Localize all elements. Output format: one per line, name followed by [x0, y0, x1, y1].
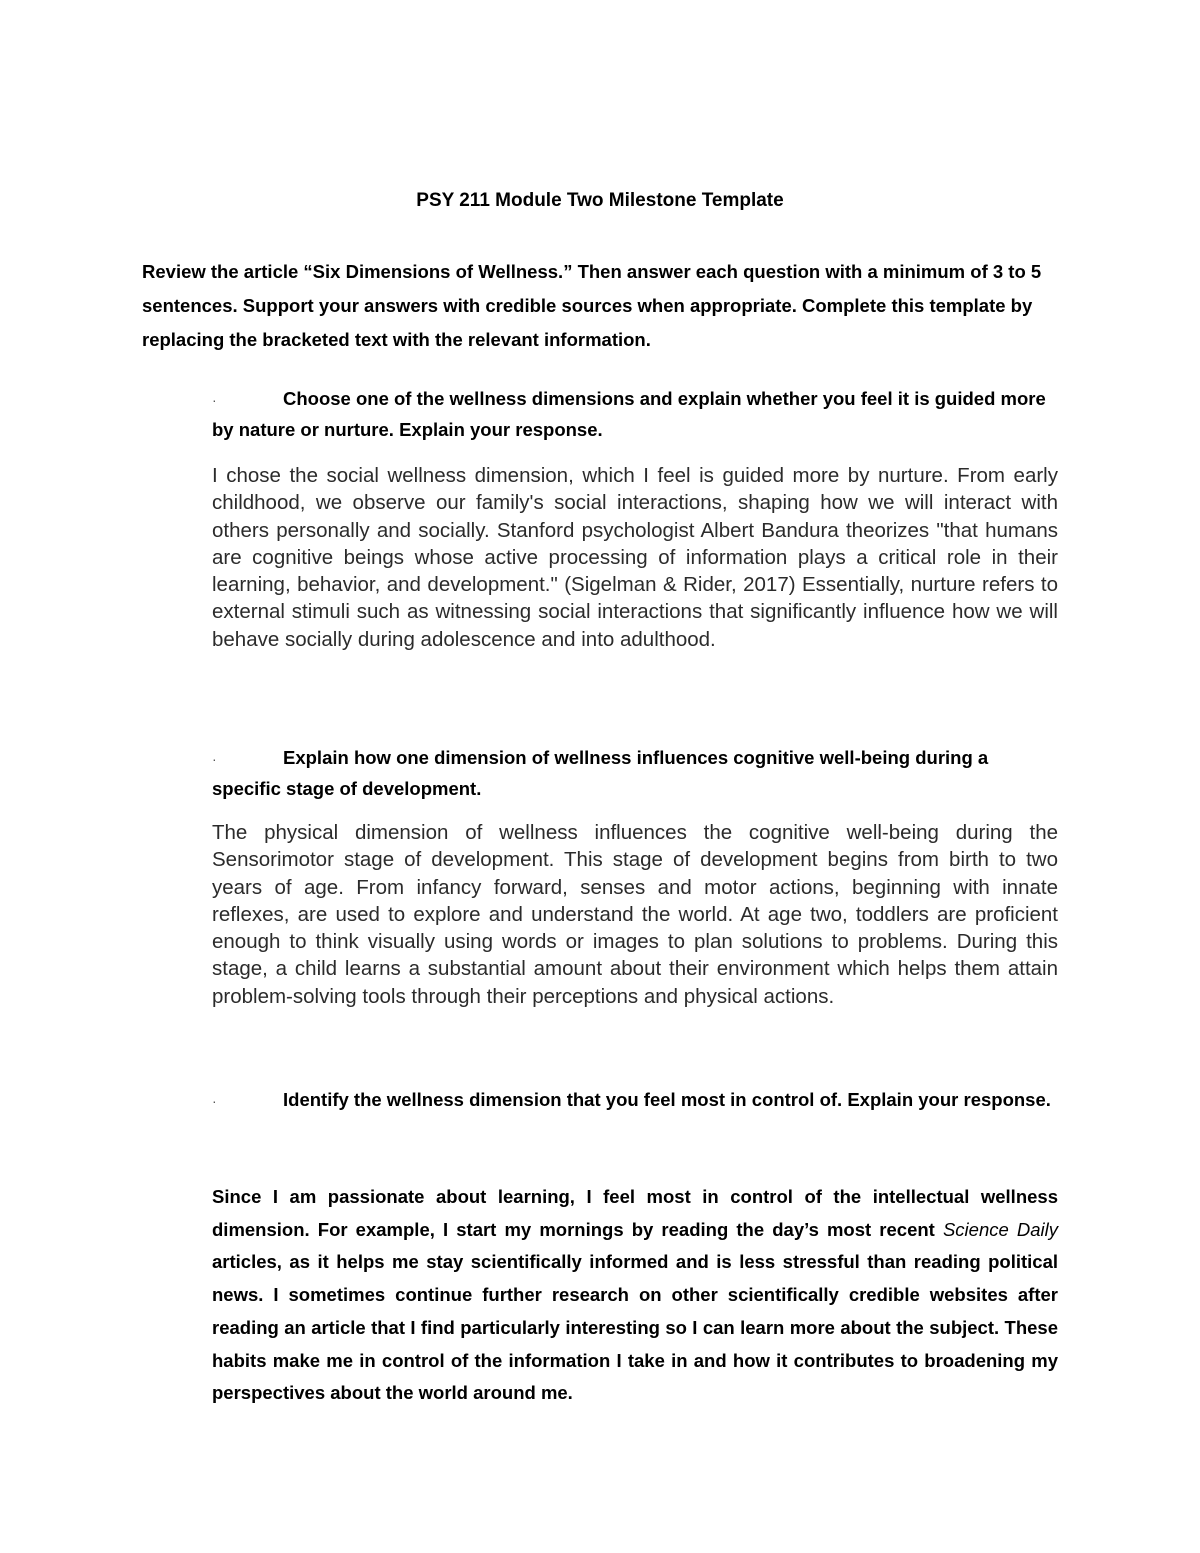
question-3-text-end: in control of. Explain your response. — [725, 1089, 1051, 1110]
question-2-text-end: during a specific stage of development. — [212, 747, 989, 799]
answer-3-text-end: articles, as it helps me stay scientifically informed and is less stressful than reading political news. I sometimes continue further research on other scientifically credible websites after reading an article that I find particularly interesting so I can learn more about the subject. These habits make me in control of the information I take in and how it contributes to broadening my perspectives about the world around me. — [212, 1251, 1058, 1404]
intro-paragraph: Review the article “Six Dimensions of Wellness.” Then answer each question with a minimum of 3 to 5 sentences. Support your answers with credible sources when appropriate. Complete this template by replacing the bracketed text with the relevant information. — [142, 261, 1042, 350]
bullet-icon: · — [212, 1093, 217, 1109]
bullet-icon: · — [212, 751, 217, 767]
question-3-text: Identify the wellness dimension that you feel — [283, 1089, 681, 1110]
question-2-text: Explain how one dimension of wellness influences — [283, 747, 734, 768]
answer-1: I chose the social wellness dimension, which I feel is guided more by nurture. From early childhood, we observe our family's social interactions, shaping how we will interact with others personally and socially. Stanford psychologist Albert Bandura theorizes "that humans are cognitive beings whose active processing of information plays a critical role in their learning, behavior, and development." (Sigelman & Rider, 2017) Essentially, nurture refers to external stimuli such as witnessing social interactions that significantly influence how we will behave socially during adolescence and into adulthood. — [212, 464, 1058, 651]
question-2 — [212, 743, 1062, 804]
question-1-text-end: and explain whether you feel it is guided more by nature or nurture. Explain your response. — [212, 388, 1046, 440]
document-title: PSY 211 Module Two Milestone Template — [416, 190, 784, 211]
question-1 — [212, 384, 1062, 445]
answer-2: The physical dimension of wellness influences the cognitive well-being during the Sensorimotor stage of development. This stage of development begins from birth to two years of age. From infancy forward, senses and motor actions, beginning with innate reflexes, are used to explore and understand the world. At age two, toddlers are proficient enough to think visually using words or images to plan solutions to problems. During this stage, a child learns a substantial amount about their environment which helps them attain problem-solving tools through their perceptions and physical actions. — [212, 821, 1058, 1008]
bullet-icon: · — [212, 392, 217, 408]
answer-3 — [212, 1181, 1058, 1410]
question-1-emphasis: wellness dimensions — [449, 388, 635, 409]
answer-3-text: Since I am passionate about learning, I feel most in control of the intellectual wellness dimension. For example, I start my mornings by reading the day’s most recent — [212, 1186, 1058, 1240]
question-3 — [212, 1085, 1062, 1116]
question-2-emphasis: cognitive well-being — [733, 747, 911, 768]
question-3-emphasis: most — [680, 1089, 726, 1110]
answer-3-publication: Science Daily — [942, 1218, 1059, 1240]
question-1-text: Choose one of the — [283, 388, 450, 409]
